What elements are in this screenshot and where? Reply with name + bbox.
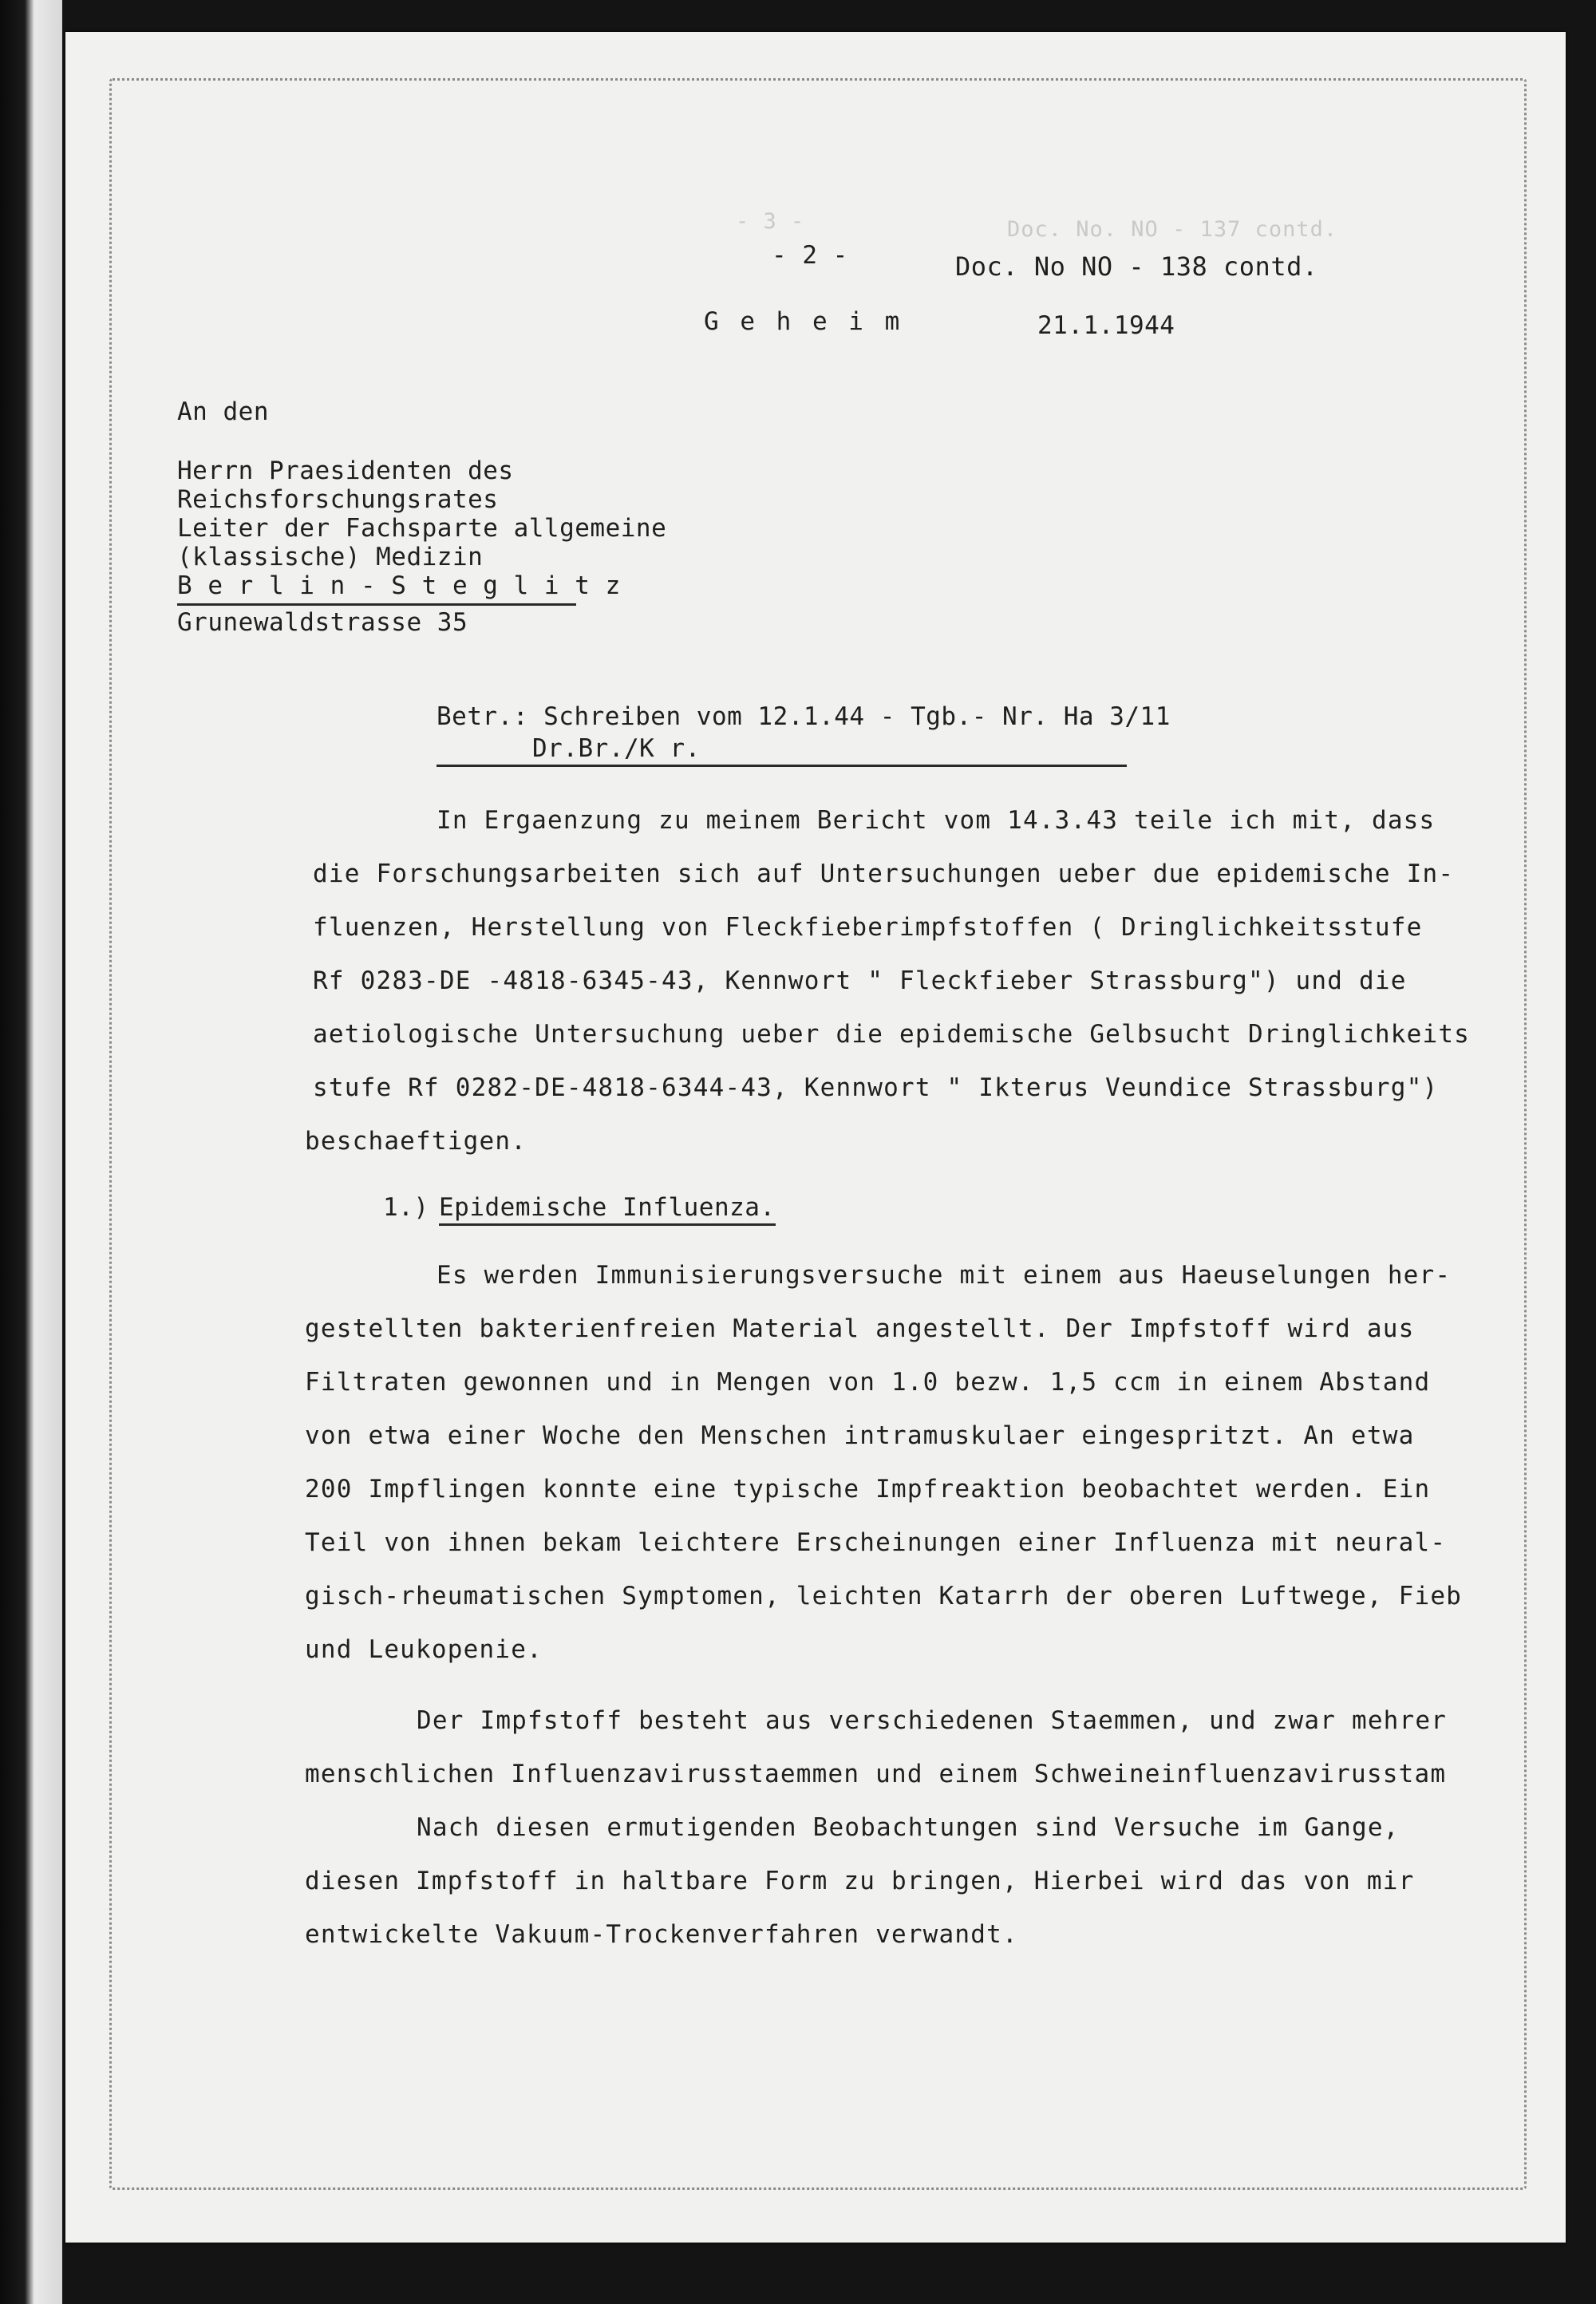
paragraph-1-line-4: Rf 0283-DE -4818-6345-43, Kennwort " Fleckfieber Strassburg") und die <box>313 966 1407 995</box>
binder-edge <box>0 0 62 2304</box>
reference-line-2: Dr.Br./K r. <box>532 734 701 763</box>
paragraph-2-line-2: gestellten bakterienfreien Material angestellt. Der Impfstoff wird aus <box>305 1314 1415 1343</box>
paragraph-1-line-6: stufe Rf 0282-DE-4818-6344-43, Kennwort " Ikterus Veundice Strassburg") <box>313 1073 1439 1102</box>
paragraph-2-line-1: Es werden Immunisierungsversuche mit einem aus Haeuselungen her- <box>437 1261 1452 1290</box>
address-line-1: Herrn Praesidenten des <box>177 456 514 485</box>
paragraph-2-line-3: Filtraten gewonnen und in Mengen von 1.0 bezw. 1,5 ccm in einem Abstand <box>305 1368 1431 1397</box>
paragraph-3-line-2: menschlichen Influenzavirusstaemmen und einem Schweineinfluenzavirusstam <box>305 1760 1447 1788</box>
paragraph-2-line-4: von etwa einer Woche den Menschen intramuskulaer eingespritzt. An etwa <box>305 1421 1415 1450</box>
paragraph-1-line-2: die Forschungsarbeiten sich auf Untersuchungen ueber due epidemische In- <box>313 860 1455 888</box>
address-street: Grunewaldstrasse 35 <box>177 608 468 637</box>
reference-underline <box>437 765 1127 767</box>
paragraph-2-line-7: gisch-rheumatischen Symptomen, leichten Katarrh der oberen Luftwege, Fieb <box>305 1582 1463 1610</box>
paragraph-2-line-6: Teil von ihnen bekam leichtere Erscheinungen einer Influenza mit neural- <box>305 1528 1447 1557</box>
document-page <box>65 32 1566 2243</box>
paragraph-4-line-1: Nach diesen ermutigenden Beobachtungen sind Versuche im Gange, <box>417 1813 1400 1842</box>
address-salutation: An den <box>177 397 269 426</box>
address-line-3: Leiter der Fachsparte allgemeine <box>177 514 667 543</box>
address-line-4: (klassische) Medizin <box>177 543 484 571</box>
paragraph-2-line-5: 200 Impflingen konnte eine typische Impfreaktion beobachtet werden. Ein <box>305 1475 1431 1504</box>
paragraph-4-line-2: diesen Impfstoff in haltbare Form zu bringen, Hierbei wird das von mir <box>305 1867 1415 1895</box>
letter-date: 21.1.1944 <box>1037 311 1175 340</box>
paragraph-1-line-1: In Ergaenzung zu meinem Bericht vom 14.3.43 teile ich mit, dass <box>437 806 1436 835</box>
bleed-doc-ref: Doc. No. NO - 137 contd. <box>1007 217 1338 242</box>
reference-line-1: Betr.: Schreiben vom 12.1.44 - Tgb.- Nr. Ha 3/11 <box>437 702 1171 731</box>
paragraph-1-line-7: beschaeftigen. <box>305 1127 527 1156</box>
classification-stamp: G e h e i m <box>704 307 903 336</box>
address-line-2: Reichsforschungsrates <box>177 485 499 514</box>
address-city: B e r l i n - S t e g l i t z <box>177 571 621 600</box>
paragraph-1-line-5: aetiologische Untersuchung ueber die epidemische Gelbsucht Dringlichkeits <box>313 1020 1471 1049</box>
page-number: - 2 - <box>772 241 848 270</box>
section-title: Epidemische Influenza. <box>439 1193 776 1226</box>
city-underline <box>177 603 576 606</box>
bleed-page-number: - 3 - <box>736 209 805 234</box>
section-number: 1.) <box>383 1193 429 1222</box>
paragraph-4-line-3: entwickelte Vakuum-Trockenverfahren verwandt. <box>305 1920 1018 1949</box>
doc-reference: Doc. No NO - 138 contd. <box>955 251 1318 282</box>
paragraph-2-line-8: und Leukopenie. <box>305 1635 543 1664</box>
paragraph-3-line-1: Der Impfstoff besteht aus verschiedenen Staemmen, und zwar mehrer <box>417 1706 1448 1735</box>
paragraph-1-line-3: fluenzen, Herstellung von Fleckfieberimpfstoffen ( Dringlichkeitsstufe <box>313 913 1423 942</box>
